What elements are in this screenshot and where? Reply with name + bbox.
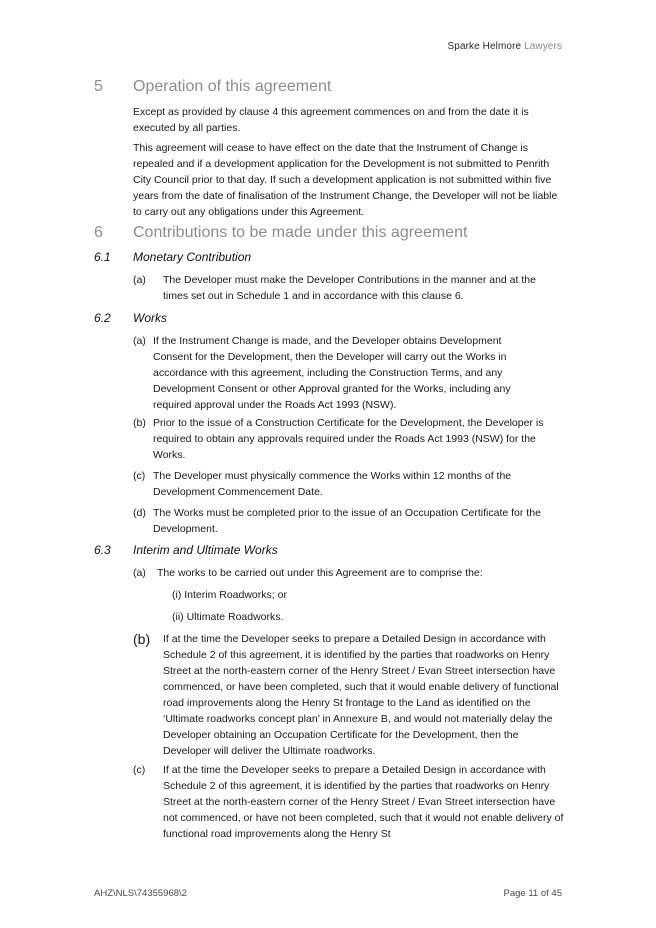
subsection-title: Monetary Contribution	[133, 250, 252, 264]
header-firm-suffix: Lawyers	[524, 41, 562, 52]
page-header	[448, 41, 562, 52]
clause-text: The Developer must physically commence the Works within 12 months of the Development Commencement Date.	[153, 470, 512, 498]
clause-label: (d)	[133, 507, 146, 519]
clause-label: (b)	[133, 631, 151, 647]
clause-label: (a)	[133, 274, 146, 286]
clause-label: (c)	[133, 470, 146, 482]
section-number: 6	[94, 224, 103, 241]
subsection-number: 6.2	[94, 311, 111, 325]
clause-text: Prior to the issue of a Construction Certificate for the Development, the Developer is required to obtain any approvals required under the Roads Act 1993 (NSW) for the Works.	[153, 417, 544, 461]
footer-reference: AHZ\NLS\74355968\2	[94, 888, 187, 899]
subsection-number: 6.3	[94, 543, 111, 557]
clause-label: (c)	[133, 764, 146, 776]
clause-text: The Developer must make the Developer Contributions in the manner and at the times set out in Schedule 1 and in accordance with this clause 6.	[163, 274, 536, 302]
clause-text: If the Instrument Change is made, and the Developer obtains Development Consent for the Development, then the Developer will carry out the Works in accordance with this agreement, including the Construction Terms, and any Development Consent or other Approval granted for the Works, including any required approval under the Roads Act 1993 (NSW).	[153, 335, 511, 411]
section-number: 5	[94, 78, 103, 95]
footer-page-number: Page 11 of 45	[503, 888, 562, 899]
clause-text: If at the time the Developer seeks to prepare a Detailed Design in accordance with Schedule 2 of this agreement, it is identified by the parties that roadworks on Henry Street at the north-eastern corner of the Henry Street / Evan Street intersection have commenced, or have been completed, such that it would enable delivery of functional road improvements along the Henry St frontage to the Land as identified on the ‘Ultimate roadworks concept plan’ in Annexure B, and would not materially delay the Developer obtaining an Occupation Certificate for the Development, then the Developer will deliver the Ultimate roadworks.	[163, 633, 559, 757]
subsection-title: Interim and Ultimate Works	[133, 543, 278, 557]
clause-label: (a)	[133, 335, 146, 347]
subclause-i: (i) Interim Roadworks; or	[172, 589, 287, 601]
clause-text: If at the time the Developer seeks to prepare a Detailed Design in accordance with Schedule 2 of this agreement, it is identified by the parties that roadworks on Henry Street at the north-eastern corner of the Henry Street / Evan Street intersection have not commenced, or have not been completed, such that it would not enable delivery of functional road improvements along the Henry St	[163, 764, 564, 840]
subsection-number: 6.1	[94, 250, 111, 264]
clause-text: The works to be carried out under this Agreement are to comprise the:	[157, 567, 483, 579]
header-firm-name: Sparke Helmore	[447, 41, 522, 52]
subclause-ii: (ii) Ultimate Roadworks.	[172, 611, 284, 623]
section-title: Contributions to be made under this agreement	[133, 224, 468, 241]
section-title: Operation of this agreement	[133, 78, 332, 95]
clause-label: (b)	[133, 417, 146, 429]
clause-text: The Works must be completed prior to the issue of an Occupation Certificate for the Development.	[153, 507, 541, 535]
subsection-title: Works	[133, 311, 167, 325]
clause-label: (a)	[133, 567, 146, 579]
section-5-paragraph-1: Except as provided by clause 4 this agreement commences on and from the date it is executed by all parties.	[133, 106, 529, 134]
section-5-paragraph-2: This agreement will cease to have effect on the date that the Instrument of Change is repealed and if a development application for the Development is not submitted to Penrith City Council prior to that day. If such a development application is not submitted within five years from the date of finalisation of the Instrument Change, the Developer will not be liable to carry out any obligations under this Agreement.	[133, 142, 558, 218]
